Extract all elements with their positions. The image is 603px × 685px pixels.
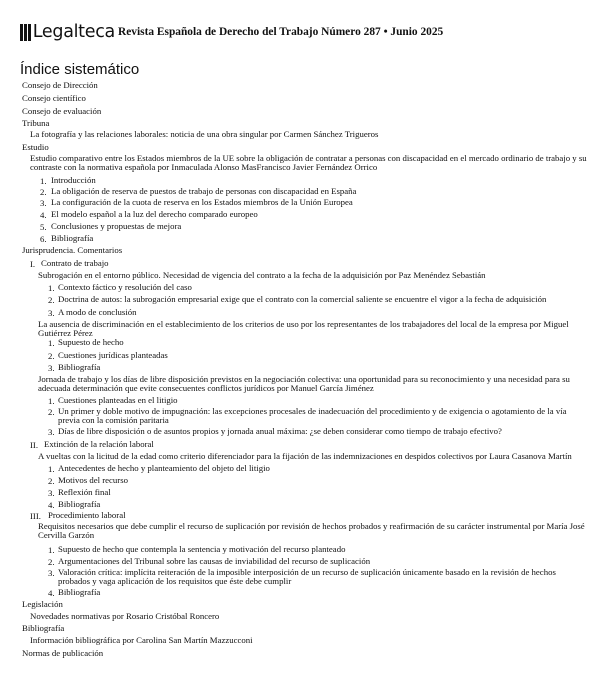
toc-entry-link[interactable] (38, 375, 588, 393)
toc-subentry[interactable] (48, 557, 578, 567)
toc-entry-text: Estudio comparativo entre los Estados miembros de la UE sobre la obligación de contratar a personas con discapacidad en el mercado ordinario de trabajo y su contraste con la normativa española por Inmaculada Alonso MasFrancisco Javier Fernández Orrico (30, 153, 587, 172)
toc-entry-text: Bibliografía (22, 623, 65, 633)
toc-subentry[interactable] (48, 396, 578, 406)
toc-entry-number: 3. (48, 308, 55, 318)
toc-entry-number: 3. (48, 363, 55, 373)
toc-subentry[interactable] (48, 464, 578, 474)
toc-entry-link[interactable] (30, 612, 590, 621)
toc-entry-number: 5. (40, 222, 47, 232)
toc-entry-link[interactable] (30, 636, 590, 645)
toc-entry-text: El modelo español a la luz del derecho comparado europeo (51, 209, 258, 219)
toc-entry-number: 1. (48, 338, 55, 348)
toc-entry-number: 3. (48, 488, 55, 498)
toc-subentry[interactable] (48, 568, 588, 586)
toc-entry-text: Contexto fáctico y resolución del caso (58, 282, 192, 292)
toc-subentry[interactable] (48, 338, 578, 348)
toc-entry-link[interactable] (38, 320, 573, 338)
toc-subentry[interactable] (40, 187, 580, 197)
toc-entry-number: 4. (40, 210, 47, 220)
toc-entry-number: 4. (48, 500, 55, 510)
toc-entry-number: 2. (40, 187, 47, 197)
toc-entry-number: 3. (40, 198, 47, 208)
toc-entry-link[interactable] (22, 94, 582, 103)
toc-entry-text: Motivos del recurso (58, 475, 128, 485)
toc-section-heading (22, 246, 582, 255)
toc-entry-text: Legislación (22, 599, 63, 609)
toc-subentry[interactable] (30, 259, 570, 269)
toc-section-heading (22, 624, 582, 633)
toc-entry-number: 1. (48, 396, 55, 406)
toc-subentry[interactable] (48, 351, 578, 361)
toc-subentry[interactable] (48, 407, 583, 425)
toc-entry-text: La configuración de la cuota de reserva en los Estados miembros de la Unión Europea (51, 197, 353, 207)
toc-entry-text: Normas de publicación (22, 648, 104, 658)
toc-entry-number: 2. (48, 295, 55, 305)
toc-entry-text: Días de libre disposición o de asuntos propios y jornada anual máxima: ¿se deben considerar como tiempo de trabajo efectivo? (58, 426, 502, 436)
toc-entry-text: Supuesto de hecho (58, 337, 124, 347)
legalteca-logo[interactable] (20, 22, 115, 42)
toc-entry-text: Novedades normativas por Rosario Cristóbal Roncero (30, 611, 220, 621)
page-header (20, 22, 590, 46)
toc-subentry[interactable] (48, 427, 578, 437)
toc-entry-number: 6. (40, 234, 47, 244)
toc-subentry[interactable] (48, 308, 578, 318)
toc-entry-text: Procedimiento laboral (48, 510, 126, 520)
toc-entry-text: Introducción (51, 175, 96, 185)
toc-entry-text: Jurisprudencia. Comentarios (22, 245, 123, 255)
toc-entry-text: La ausencia de discriminación en el establecimiento de los criterios de uso por los representantes de los trabajadores del local de la empresa por Miguel Gutiérrez Pérez (38, 319, 569, 338)
toc-entry-text: Bibliografía (58, 587, 101, 597)
toc-entry-text: Cuestiones planteadas en el litigio (58, 395, 178, 405)
toc-entry-number: 2. (48, 557, 55, 567)
toc-entry-text: Bibliografía (51, 233, 94, 243)
toc-entry-text: Jornada de trabajo y los días de libre disposición previstos en la negociación colectiva: una oportunidad para su reconocimiento y una necesidad para su adecuada determinación que evite consecuentes conflictos jurídicos por Manuel García Jiménez (38, 374, 570, 393)
toc-subentry[interactable] (40, 234, 580, 244)
toc-entry-text: Conclusiones y propuestas de mejora (51, 221, 182, 231)
toc-subentry[interactable] (48, 283, 578, 293)
toc-entry-text: Información bibliográfica por Carolina San Martín Mazzucconi (30, 635, 253, 645)
toc-entry-text: Estudio (22, 142, 49, 152)
toc-entry-link[interactable] (38, 271, 583, 280)
toc-entry-number: 2. (48, 407, 55, 417)
toc-entry-number: I. (30, 259, 36, 269)
journal-issue-title: Revista Española de Derecho del Trabajo Número 287 • Junio 2025 (118, 26, 444, 38)
toc-entry-text: Bibliografía (58, 499, 101, 509)
toc-entry-text: Bibliografía (58, 362, 101, 372)
toc-entry-text: Consejo de evaluación (22, 106, 102, 116)
toc-entry-number: 3. (48, 427, 55, 437)
toc-entry-text: Reflexión final (58, 487, 111, 497)
toc-entry-text: Doctrina de autos: la subrogación empresarial exige que el contrato con la comercial saliente se encuentre el vigor a la fecha de adquisición (58, 294, 547, 304)
toc-entry-number: 1. (48, 545, 55, 555)
toc-entry-text: Consejo científico (22, 93, 86, 103)
toc-entry-number: 2. (48, 351, 55, 361)
toc-section-heading (22, 600, 582, 609)
toc-subentry[interactable] (48, 588, 578, 598)
toc-entry-text: A modo de conclusión (58, 307, 137, 317)
toc-entry-link[interactable] (38, 452, 583, 461)
toc-entry-text: La obligación de reserva de puestos de trabajo de personas con discapacidad en España (51, 186, 357, 196)
toc-section-heading (22, 119, 582, 128)
toc-entry-number: II. (30, 440, 39, 450)
toc-entry-number: 3. (48, 568, 55, 578)
toc-entry-text: Antecedentes de hecho y planteamiento del objeto del litigio (58, 463, 270, 473)
toc-entry-text: Tribuna (22, 118, 50, 128)
toc-subentry[interactable] (40, 176, 580, 186)
toc-entry-text: Subrogación en el entorno público. Necesidad de vigencia del contrato a la fecha de la adquisición por Paz Menéndez Sebastián (38, 270, 486, 280)
toc-entry-text: Supuesto de hecho que contempla la sentencia y motivación del recurso planteado (58, 544, 346, 554)
toc-entry-text: Un primer y doble motivo de impugnación: las excepciones procesales de inadecuación del procedimiento y de exigencia o agotamiento de la vía previa con la comisión paritaria (58, 406, 567, 425)
toc-entry-text: Valoración crítica: implícita reiteración de la imposible interposición de un recurso de suplicación únicamente basado en la revisión de hechos probados y vaga aplicación de los requisitos que éste debe cumplir (58, 567, 556, 586)
toc-entry-number: 4. (48, 588, 55, 598)
toc-subentry[interactable] (48, 500, 578, 510)
logo-text: Legalteca (32, 22, 115, 42)
toc-subentry[interactable] (48, 295, 578, 305)
toc-subentry[interactable] (40, 210, 580, 220)
toc-entry-text: Requisitos necesarios que debe cumplir el recurso de suplicación por revisión de hechos probados y reafirmación de su carácter instrumental por María José Cervilla Garzón (38, 521, 585, 540)
toc-entry-link[interactable] (22, 649, 582, 658)
toc-subentry[interactable] (48, 488, 578, 498)
toc-subentry[interactable] (30, 440, 570, 450)
toc-entry-number: 1. (48, 464, 55, 474)
toc-entry-text: Argumentaciones del Tribunal sobre las causas de inviabilidad del recurso de suplicación (58, 556, 371, 566)
toc-subentry[interactable] (48, 363, 578, 373)
toc-entry-text: Consejo de Dirección (22, 80, 98, 90)
toc-entry-text: A vueltas con la licitud de la edad como criterio diferenciador para la fijación de las indemnizaciones en despidos colectivos por Laura Casanova Martín (38, 451, 572, 461)
toc-entry-link[interactable] (38, 522, 588, 540)
toc-entry-link[interactable] (22, 81, 582, 90)
toc-subentry[interactable] (40, 222, 580, 232)
toc-section-heading (22, 143, 582, 152)
toc-subentry[interactable] (30, 511, 570, 521)
toc-entry-text: Contrato de trabajo (41, 258, 109, 268)
toc-entry-link[interactable] (22, 107, 582, 116)
toc-entry-text: Cuestiones jurídicas planteadas (58, 350, 168, 360)
toc-entry-number: 2. (48, 476, 55, 486)
toc-entry-link[interactable] (30, 130, 590, 139)
toc-subentry[interactable] (40, 198, 580, 208)
toc-subentry[interactable] (48, 476, 578, 486)
toc-entry-text: Extinción de la relación laboral (44, 439, 154, 449)
logo-bars-icon (20, 24, 31, 41)
toc-entry-number: 1. (40, 176, 47, 186)
toc-subentry[interactable] (48, 545, 578, 555)
toc-entry-number: 1. (48, 283, 55, 293)
toc-entry-text: La fotografía y las relaciones laborales: noticia de una obra singular por Carmen Sánchez Trigueros (30, 129, 379, 139)
toc-entry-link[interactable] (30, 154, 592, 172)
page-title: Índice sistemático (20, 61, 140, 78)
toc-entry-number: III. (30, 511, 41, 521)
